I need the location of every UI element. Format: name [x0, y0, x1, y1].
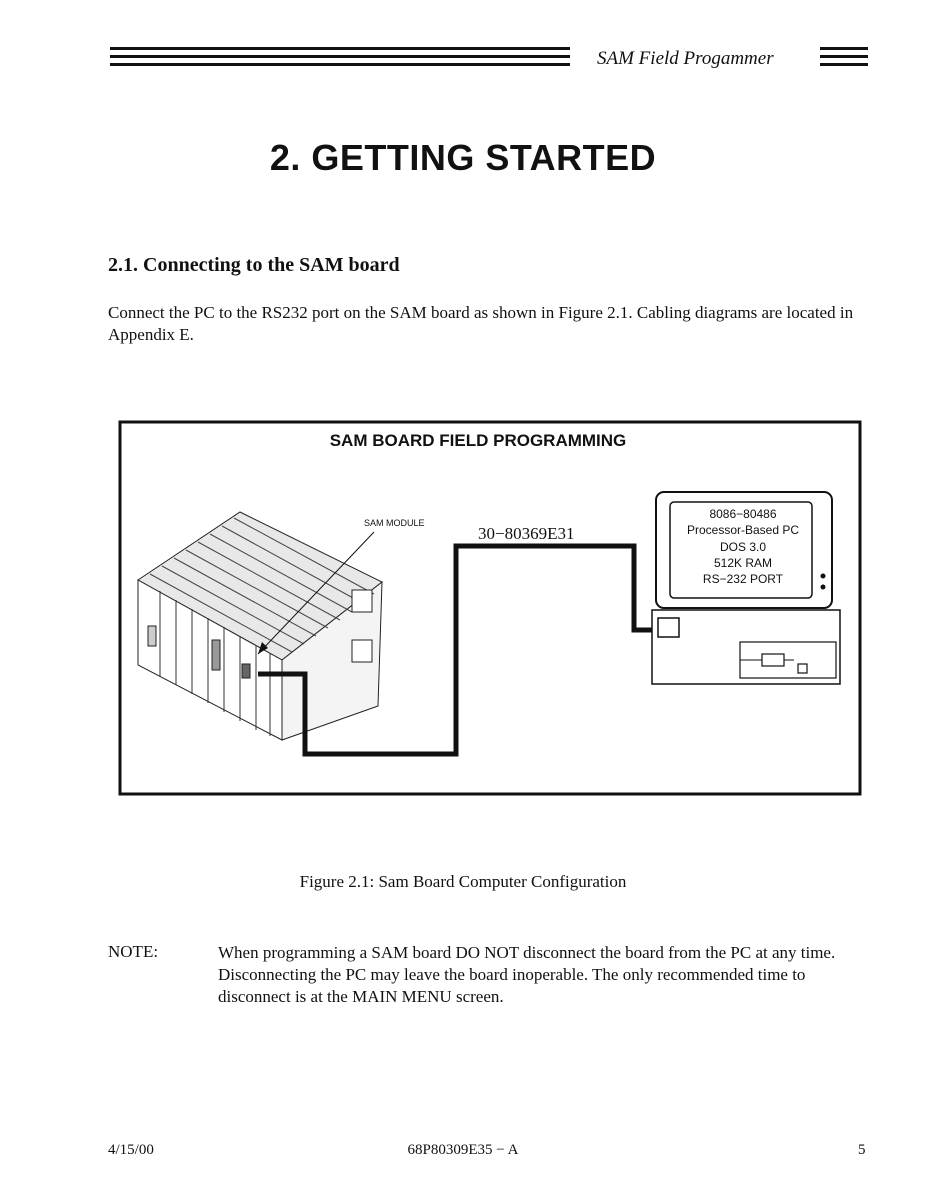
pc-screen-line-4: 512K RAM — [713, 556, 773, 570]
cable-part-label: 30−80369E31 — [478, 524, 575, 543]
rack-side-panel-1 — [352, 590, 372, 612]
figure-title: SAM BOARD FIELD PROGRAMMING — [329, 431, 627, 450]
pc-screen-line-1: 8086−80486 — [709, 507, 777, 521]
pc-drive-button — [798, 664, 807, 673]
footer-page-number: 5 — [858, 1142, 866, 1158]
rack-slot-2 — [212, 640, 220, 670]
sam-module-label: SAM MODULE — [364, 518, 425, 528]
section-heading: 2.1. Connecting to the SAM board — [108, 254, 400, 276]
sam-rack — [138, 512, 382, 740]
pc-screen-line-3: DOS 3.0 — [719, 540, 767, 554]
pc-screen-line-2: Processor-Based PC — [686, 523, 800, 537]
footer-doc-number: 68P80309E35 − A — [407, 1142, 519, 1158]
pc-monitor-knob-2 — [821, 585, 826, 590]
note-label: NOTE: — [108, 942, 159, 961]
pc-floppy-slot — [762, 654, 784, 666]
pc-serial-port — [658, 618, 679, 637]
rack-slot-1 — [148, 626, 156, 646]
running-header-title: SAM Field Progammer — [597, 48, 774, 69]
pc-monitor-knob-1 — [821, 574, 826, 579]
pc-screen-line-5: RS−232 PORT — [702, 572, 784, 586]
footer-date: 4/15/00 — [108, 1142, 154, 1158]
chapter-title: 2. GETTING STARTED — [269, 137, 657, 178]
figure-caption: Figure 2.1: Sam Board Computer Configuration — [299, 872, 627, 891]
intro-paragraph: Connect the PC to the RS232 port on the SAM board as shown in Figure 2.1. Cabling diagrams are located in Appendix E. — [108, 303, 854, 344]
note-text: When programming a SAM board DO NOT disconnect the board from the PC at any time. Disconnecting the PC may leave the board inoperable. The only recommended time to disconnect is at the MAIN MENU screen. — [218, 943, 836, 1006]
rack-slot-3 — [242, 664, 250, 678]
rack-side-panel-2 — [352, 640, 372, 662]
